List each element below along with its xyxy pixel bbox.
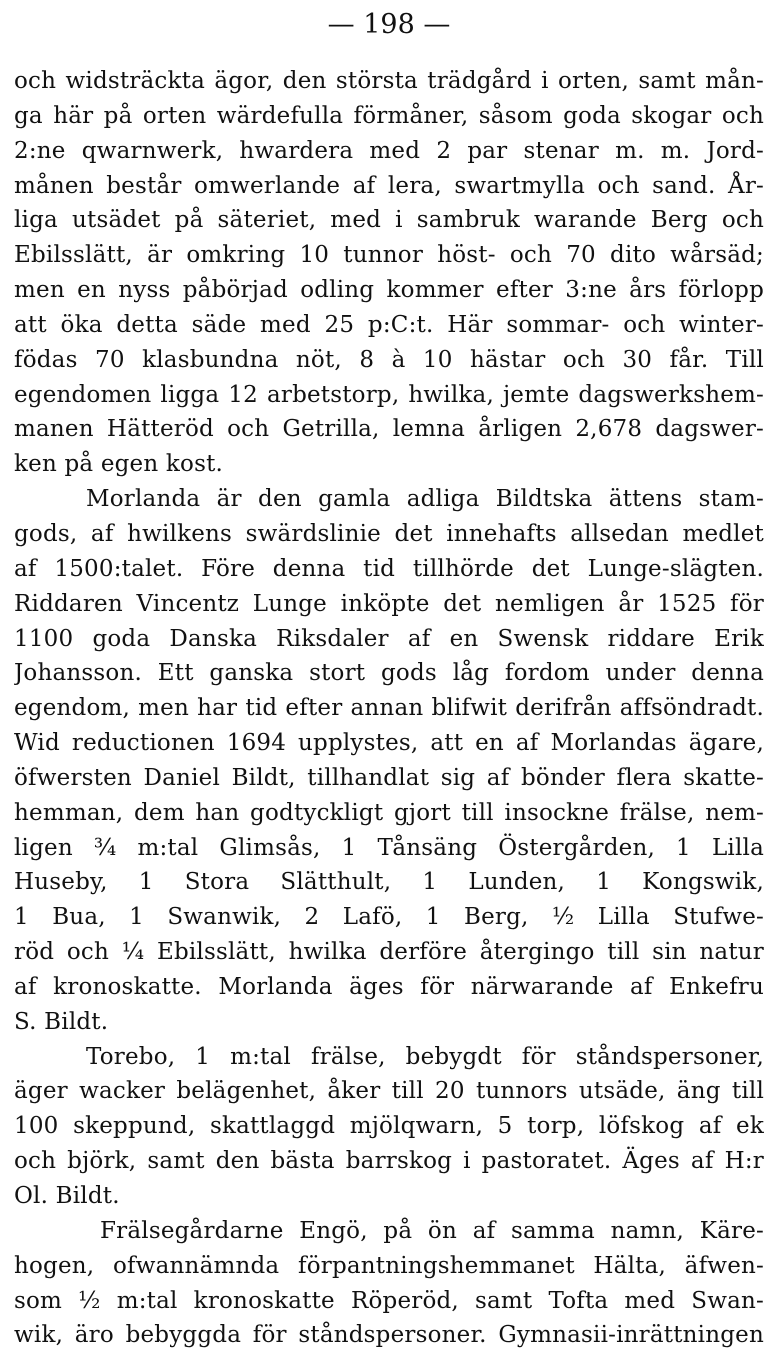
text-line: Wid reductionen 1694 upplystes, att en af Morlandas ägare,: [14, 730, 764, 757]
page-number: — 198 —: [327, 9, 451, 40]
text-line: och björk, samt den bästa barrskog i pastoratet. Äges af H:r: [14, 1148, 764, 1175]
text-line: öfwersten Daniel Bildt, tillhandlat sig af bönder flera skatte-: [14, 764, 764, 791]
text-line: 100 skeppund, skattlaggd mjölqwarn, 5 torp, löfskog af ek: [14, 1113, 764, 1140]
paragraph-morlanda-estate: [14, 64, 764, 482]
text-line: födas 70 klasbundna nöt, 8 à 10 hästar och 30 får. Till: [14, 346, 764, 373]
text-line: 2:ne qwarnwerk, hwardera med 2 par stenar m. m. Jord-: [14, 137, 764, 164]
text-line: Johansson. Ett ganska stort gods låg fordom under denna: [14, 660, 764, 687]
text-line: gods, af hwilkens swärdslinie det innehafts allsedan medlet: [14, 520, 764, 547]
text-line: Torebo, 1 m:tal frälse, bebygdt för ståndspersoner,: [86, 1043, 764, 1070]
text-line: röd och ¼ Ebilsslätt, hwilka derföre återgingo till sin natur: [14, 939, 764, 966]
text-line: och widsträckta ägor, den största trädgård i orten, samt mån-: [14, 68, 764, 94]
text-line: hogen, ofwannämnda förpantningshemmanet Hälta, äfwen-: [14, 1252, 764, 1279]
text-line: liga utsädet på säteriet, med i sambruk warande Berg och: [14, 207, 764, 234]
text-line: Morlanda är den gamla adliga Bildtska ättens stam-: [86, 486, 764, 513]
text-line: Frälsegårdarne Engö, på ön af samma namn, Käre-: [100, 1217, 764, 1244]
text-line: af 1500:talet. Före denna tid tillhörde det Lunge-slägten.: [14, 555, 764, 582]
text-line: hemman, dem han godtyckligt gjort till insockne frälse, nem-: [14, 799, 764, 826]
text-line: Ebilsslätt, är omkring 10 tunnor höst- och 70 dito wårsäd;: [14, 242, 764, 269]
text-line: ga här på orten wärdefulla förmåner, såsom goda skogar och: [14, 102, 764, 129]
paragraph-torebo: [14, 1040, 764, 1214]
paragraph-morlanda-history: [14, 482, 764, 1040]
text-line: egendom, men har tid efter annan blifwit derifrån affsöndradt.: [14, 695, 764, 722]
text-line: äger wacker belägenhet, åker till 20 tunnors utsäde, äng till: [14, 1078, 764, 1105]
text-line: som ½ m:tal kronoskatte Röperöd, samt Tofta med Swan-: [14, 1287, 764, 1314]
paragraph-frälsegårdarne: [14, 1214, 764, 1353]
text-line: 1100 goda Danska Riksdaler af en Swensk riddare Erik: [14, 625, 764, 652]
text-line: Ol. Bildt.: [14, 1183, 120, 1209]
text-line: ken på egen kost.: [14, 451, 224, 478]
text-line: egendomen ligga 12 arbetstorp, hwilka, jemte dagswerkshem-: [14, 381, 764, 408]
text-line: Riddaren Vincentz Lunge inköpte det nemligen år 1525 för: [14, 590, 764, 617]
text-line: Huseby, 1 Stora Slätthult, 1 Lunden, 1 Kongswik,: [14, 869, 764, 896]
text-line: ligen ¾ m:tal Glimsås, 1 Tånsäng Östergården, 1 Lilla: [14, 834, 764, 861]
text-line: af kronoskatte. Morlanda äges för närwarande af Enkefru: [14, 973, 764, 1000]
text-line: manen Hätteröd och Getrilla, lemna årligen 2,678 dagswer-: [14, 416, 764, 443]
text-line: men en nyss påbörjad odling kommer efter 3:ne års förlopp: [14, 277, 764, 304]
text-line: att öka detta säde med 25 p:C:t. Här sommar- och winter-: [14, 311, 764, 338]
text-line: wik, äro bebyggda för ståndspersoner. Gymnasii-inrättningen: [14, 1322, 764, 1349]
text-line: S. Bildt.: [14, 1008, 109, 1035]
text-line: 1 Bua, 1 Swanwik, 2 Lafö, 1 Berg, ½ Lilla Stufwe-: [14, 904, 764, 931]
text-line: månen består omwerlande af lera, swartmylla och sand. År-: [14, 172, 764, 199]
